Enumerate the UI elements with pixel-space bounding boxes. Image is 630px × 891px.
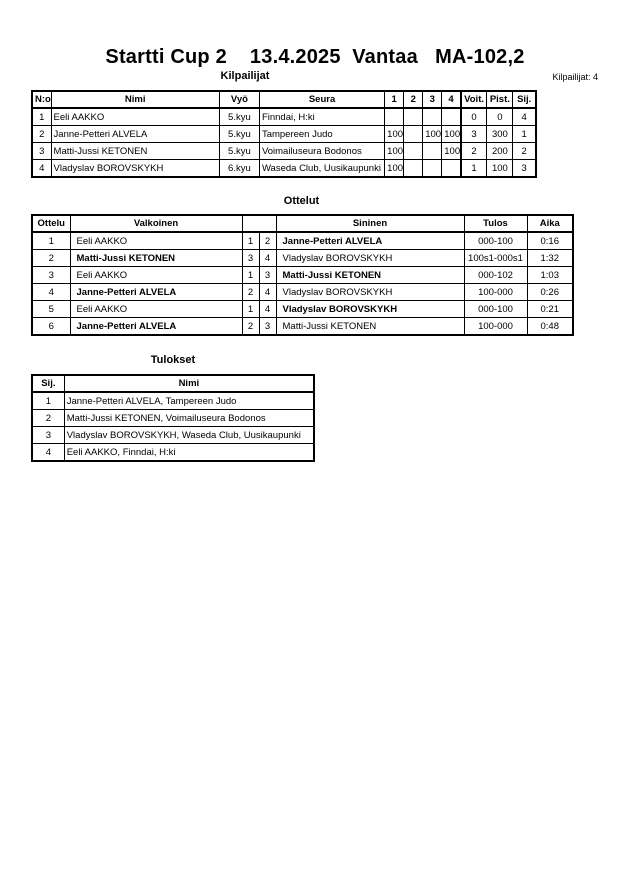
col-place: Sij. bbox=[513, 91, 536, 108]
result-place: 3 bbox=[32, 427, 64, 444]
result-place: 2 bbox=[32, 410, 64, 427]
table-row bbox=[32, 143, 536, 160]
match-number: 5 bbox=[32, 301, 70, 318]
col-spacer bbox=[242, 215, 276, 232]
matches-table bbox=[31, 214, 574, 336]
match-result: 100-000 bbox=[464, 318, 527, 336]
score-cell bbox=[404, 143, 423, 160]
blue-player-number: 3 bbox=[259, 318, 276, 336]
white-player: Eeli AAKKO bbox=[70, 232, 242, 250]
results-table bbox=[31, 374, 315, 462]
match-number: 3 bbox=[32, 267, 70, 284]
competitors-title: Kilpailijat bbox=[220, 70, 270, 82]
match-number: 6 bbox=[32, 318, 70, 336]
table-row bbox=[32, 427, 314, 444]
blue-player-number: 3 bbox=[259, 267, 276, 284]
white-player: Eeli AAKKO bbox=[70, 301, 242, 318]
competitor-belt: 5.kyu bbox=[219, 143, 259, 160]
white-player: Janne-Petteri ALVELA bbox=[70, 284, 242, 301]
match-time: 0:16 bbox=[527, 232, 573, 250]
competitor-points: 100 bbox=[487, 160, 513, 178]
col-r4: 4 bbox=[442, 91, 461, 108]
blue-player: Vladyslav BOROVSKYKH bbox=[276, 250, 464, 267]
score-cell bbox=[404, 160, 423, 178]
match-time: 1:32 bbox=[527, 250, 573, 267]
page-title: Startti Cup 2 13.4.2025 Vantaa MA-102,2 bbox=[105, 46, 525, 68]
table-row bbox=[32, 444, 314, 462]
table-row bbox=[32, 232, 573, 250]
match-number: 1 bbox=[32, 232, 70, 250]
col-name: Nimi bbox=[51, 91, 219, 108]
col-match: Ottelu bbox=[32, 215, 70, 232]
table-row bbox=[32, 126, 536, 143]
table-row bbox=[32, 318, 573, 336]
results-title: Tulokset bbox=[150, 354, 196, 366]
competitor-place: 2 bbox=[513, 143, 536, 160]
blue-player: Vladyslav BOROVSKYKH bbox=[276, 301, 464, 318]
competitor-club: Finndai, H:ki bbox=[259, 108, 384, 126]
col-result-name: Nimi bbox=[64, 375, 314, 392]
col-points: Pist. bbox=[487, 91, 513, 108]
table-row bbox=[32, 267, 573, 284]
white-player-number: 3 bbox=[242, 250, 259, 267]
match-number: 4 bbox=[32, 284, 70, 301]
col-white: Valkoinen bbox=[70, 215, 242, 232]
score-cell bbox=[423, 143, 442, 160]
white-player: Janne-Petteri ALVELA bbox=[70, 318, 242, 336]
blue-player: Janne-Petteri ALVELA bbox=[276, 232, 464, 250]
table-row bbox=[32, 160, 536, 178]
col-r2: 2 bbox=[404, 91, 423, 108]
blue-player: Vladyslav BOROVSKYKH bbox=[276, 284, 464, 301]
competitor-name: Eeli AAKKO bbox=[51, 108, 219, 126]
competitor-wins: 0 bbox=[461, 108, 487, 126]
table-row bbox=[32, 392, 314, 410]
col-club: Seura bbox=[259, 91, 384, 108]
col-result: Tulos bbox=[464, 215, 527, 232]
table-row bbox=[32, 410, 314, 427]
result-name: Matti-Jussi KETONEN, Voimailuseura Bodonos bbox=[64, 410, 314, 427]
competitor-name: Janne-Petteri ALVELA bbox=[51, 126, 219, 143]
blue-player-number: 4 bbox=[259, 250, 276, 267]
score-cell bbox=[404, 108, 423, 126]
match-result: 100s1-000s1 bbox=[464, 250, 527, 267]
score-cell: 100 bbox=[385, 143, 404, 160]
col-r3: 3 bbox=[423, 91, 442, 108]
competitor-club: Waseda Club, Uusikaupunki bbox=[259, 160, 384, 178]
score-cell bbox=[404, 126, 423, 143]
competitors-table bbox=[31, 90, 537, 178]
col-wins: Voit. bbox=[461, 91, 487, 108]
competitor-number: 2 bbox=[32, 126, 51, 143]
competitor-club: Tampereen Judo bbox=[259, 126, 384, 143]
competitor-points: 200 bbox=[487, 143, 513, 160]
competitor-number: 1 bbox=[32, 108, 51, 126]
white-player-number: 2 bbox=[242, 284, 259, 301]
blue-player-number: 4 bbox=[259, 284, 276, 301]
competitor-points: 300 bbox=[487, 126, 513, 143]
competitor-points: 0 bbox=[487, 108, 513, 126]
result-name: Vladyslav BOROVSKYKH, Waseda Club, Uusikaupunki bbox=[64, 427, 314, 444]
competitor-wins: 2 bbox=[461, 143, 487, 160]
blue-player-number: 2 bbox=[259, 232, 276, 250]
competitor-place: 4 bbox=[513, 108, 536, 126]
table-row bbox=[32, 301, 573, 318]
match-time: 0:48 bbox=[527, 318, 573, 336]
competitor-wins: 1 bbox=[461, 160, 487, 178]
white-player: Matti-Jussi KETONEN bbox=[70, 250, 242, 267]
competitor-name: Matti-Jussi KETONEN bbox=[51, 143, 219, 160]
competitor-number: 4 bbox=[32, 160, 51, 178]
score-cell bbox=[442, 108, 461, 126]
blue-player: Matti-Jussi KETONEN bbox=[276, 267, 464, 284]
matches-title: Ottelut bbox=[283, 195, 320, 207]
match-result: 100-000 bbox=[464, 284, 527, 301]
competitor-belt: 5.kyu bbox=[219, 126, 259, 143]
score-cell: 100 bbox=[385, 126, 404, 143]
score-cell bbox=[442, 160, 461, 178]
score-cell: 100 bbox=[442, 143, 461, 160]
match-time: 1:03 bbox=[527, 267, 573, 284]
col-number: N:o bbox=[32, 91, 51, 108]
blue-player-number: 4 bbox=[259, 301, 276, 318]
match-result: 000-100 bbox=[464, 232, 527, 250]
result-place: 4 bbox=[32, 444, 64, 462]
competitor-club: Voimailuseura Bodonos bbox=[259, 143, 384, 160]
white-player-number: 2 bbox=[242, 318, 259, 336]
match-number: 2 bbox=[32, 250, 70, 267]
col-blue: Sininen bbox=[276, 215, 464, 232]
table-row bbox=[32, 250, 573, 267]
table-row bbox=[32, 108, 536, 126]
white-player-number: 1 bbox=[242, 267, 259, 284]
competitor-wins: 3 bbox=[461, 126, 487, 143]
score-cell: 100 bbox=[442, 126, 461, 143]
white-player: Eeli AAKKO bbox=[70, 267, 242, 284]
score-cell bbox=[423, 108, 442, 126]
col-r1: 1 bbox=[385, 91, 404, 108]
white-player-number: 1 bbox=[242, 301, 259, 318]
score-cell: 100 bbox=[423, 126, 442, 143]
score-cell bbox=[423, 160, 442, 178]
table-row bbox=[32, 284, 573, 301]
white-player-number: 1 bbox=[242, 232, 259, 250]
competitor-count: Kilpailijat: 4 bbox=[552, 72, 598, 82]
match-time: 0:21 bbox=[527, 301, 573, 318]
col-time: Aika bbox=[527, 215, 573, 232]
result-name: Eeli AAKKO, Finndai, H:ki bbox=[64, 444, 314, 462]
competitor-number: 3 bbox=[32, 143, 51, 160]
competitor-belt: 5.kyu bbox=[219, 108, 259, 126]
competitor-place: 3 bbox=[513, 160, 536, 178]
competitor-name: Vladyslav BOROVSKYKH bbox=[51, 160, 219, 178]
score-cell: 100 bbox=[385, 160, 404, 178]
match-result: 000-100 bbox=[464, 301, 527, 318]
blue-player: Matti-Jussi KETONEN bbox=[276, 318, 464, 336]
score-cell bbox=[385, 108, 404, 126]
result-place: 1 bbox=[32, 392, 64, 410]
col-result-place: Sij. bbox=[32, 375, 64, 392]
result-name: Janne-Petteri ALVELA, Tampereen Judo bbox=[64, 392, 314, 410]
col-belt: Vyö bbox=[219, 91, 259, 108]
match-result: 000-102 bbox=[464, 267, 527, 284]
competitor-place: 1 bbox=[513, 126, 536, 143]
competitor-belt: 6.kyu bbox=[219, 160, 259, 178]
match-time: 0:26 bbox=[527, 284, 573, 301]
